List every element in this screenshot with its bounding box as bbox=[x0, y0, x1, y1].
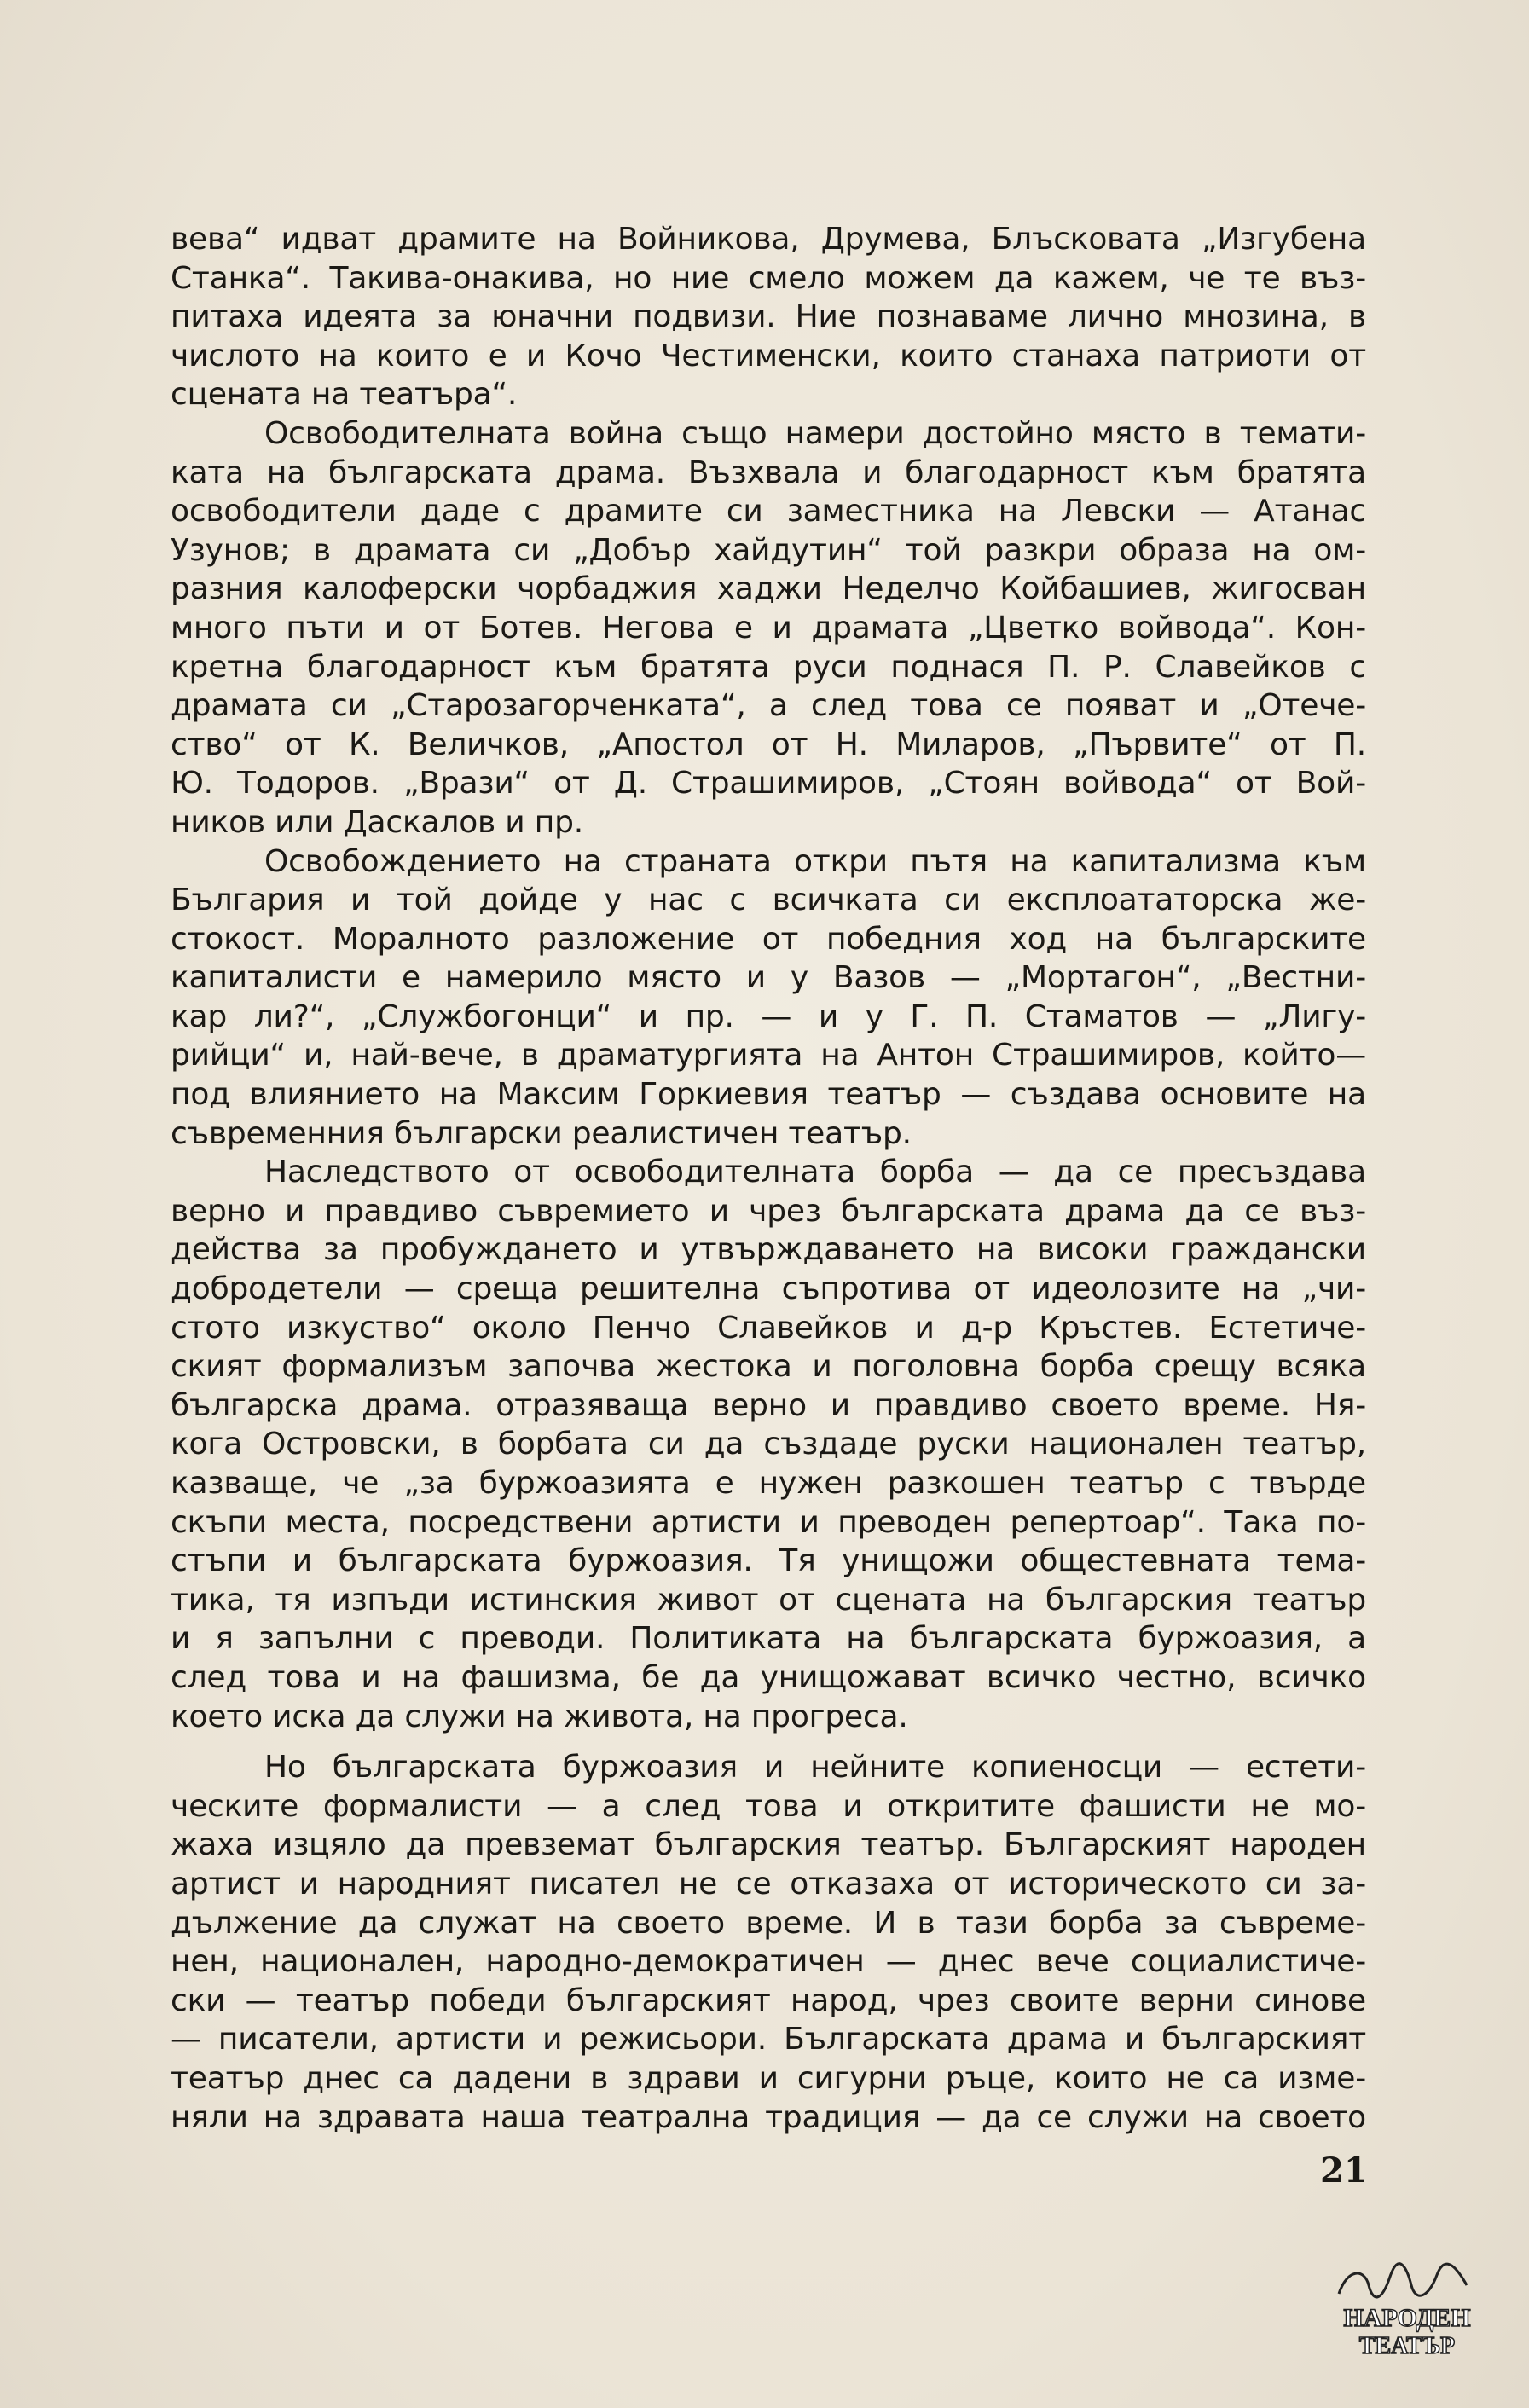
text-line: българска драма. отразяваща верно и правдиво своето време. Ня- bbox=[171, 1387, 1366, 1423]
text-line: съвременния български реалистичен театър. bbox=[171, 1115, 912, 1151]
text-line: нен, национален, народно-демократичен — днес вече социалистиче- bbox=[171, 1944, 1366, 1980]
text-line: освободители даде с драмите си заместника на Левски — Атанас bbox=[171, 494, 1366, 530]
text-line: Узунов; в драмата си „Добър хайдутин“ той разкри образа на ом- bbox=[171, 532, 1366, 568]
text-line: ският формализъм започва жестока и поголовна борба срещу всяка bbox=[171, 1349, 1366, 1385]
text-line: казваще, че „за буржоазията е нужен разкошен театър с твърде bbox=[171, 1466, 1366, 1501]
text-line: което иска да служи на живота, на прогреса. bbox=[171, 1699, 908, 1734]
text-line: под влиянието на Максим Горкиевия театър — създава основите на bbox=[171, 1077, 1366, 1113]
text-line: няли на здравата наша театрална традиция — да се служи на своето bbox=[171, 2099, 1366, 2135]
paragraph-start: Освобождението на страната откри пътя на капитализма към bbox=[264, 843, 1366, 879]
text-line: драмата си „Старозагорченката“, а след това се появат и „Отече- bbox=[171, 688, 1366, 724]
text-line: разния калоферски чорбаджия хаджи Неделчо Койбашиев, жигосван bbox=[171, 571, 1366, 607]
text-line: верно и правдиво съвремието и чрез българската драма да се въз- bbox=[171, 1193, 1366, 1229]
text-line: ческите формалисти — а след това и откритите фашисти не мо- bbox=[171, 1788, 1366, 1824]
text-line: след това и на фашизма, бе да унищожават всичко честно, всичко bbox=[171, 1659, 1366, 1695]
text-line: скъпи места, посредствени артисти и преводен репертоар“. Така по- bbox=[171, 1504, 1366, 1540]
paragraph-start: Наследството от освободителната борба — да се пресъздава bbox=[264, 1155, 1366, 1190]
text-line: и я запълни с преводи. Политиката на българската буржоазия, а bbox=[171, 1621, 1366, 1657]
text-line: театър днес са дадени в здрави и сигурни ръце, които не са изме- bbox=[171, 2060, 1366, 2096]
text-line: жаха изцяло да превземат българския театър. Българският народен bbox=[171, 1827, 1366, 1863]
text-line: вева“ идват драмите на Войникова, Друмева, Блъсковата „Изгубена bbox=[171, 222, 1366, 257]
stamp-line2: ТЕАТЪР bbox=[1358, 2333, 1456, 2359]
text-line: ников или Даскалов и пр. bbox=[171, 804, 583, 840]
text-line: стокост. Моралното разложение от победния ход на българските bbox=[171, 921, 1366, 957]
text-line: ство“ от К. Величков, „Апостол от Н. Миларов, „Първите“ от П. bbox=[171, 726, 1366, 762]
text-line: България и той дойде у нас с всичката си експлоататорска же- bbox=[171, 883, 1366, 918]
text-line: Станка“. Такива-онакива, но ние смело можем да кажем, че те въз- bbox=[171, 260, 1366, 296]
text-line: добродетели — среща решителна съпротива от идеолозите на „чи- bbox=[171, 1271, 1366, 1307]
theatre-stamp-logo bbox=[1330, 2260, 1484, 2362]
text-line: Ю. Тодоров. „Врази“ от Д. Страшимиров, „Стоян войвода“ от Вой- bbox=[171, 766, 1366, 802]
text-line: много пъти и от Ботев. Негова е и драмата „Цветко войвода“. Кон- bbox=[171, 610, 1366, 645]
text-line: стъпи и българската буржоазия. Тя унищожи общестевната тема- bbox=[171, 1543, 1366, 1579]
text-line: рийци“ и, най-вече, в драматургията на Антон Страшимиров, който— bbox=[171, 1038, 1366, 1074]
text-line: питаха идеята за юначни подвизи. Ние познаваме лично мнозина, в bbox=[171, 299, 1366, 335]
text-line: кар ли?“, „Службогонци“ и пр. — и у Г. П. Стаматов — „Лигу- bbox=[171, 999, 1366, 1034]
body-text bbox=[171, 220, 1366, 2137]
text-line: — писатели, артисти и режисьори. Българската драма и българският bbox=[171, 2022, 1366, 2058]
text-line: стото изкуство“ около Пенчо Славейков и д-р Кръстев. Естетиче- bbox=[171, 1310, 1366, 1346]
paragraph-start: Освободителната война също намери достойно място в темати- bbox=[264, 415, 1366, 451]
signature-script-icon bbox=[1339, 2264, 1467, 2297]
text-line: числото на които е и Кочо Честименски, които станаха патриоти от bbox=[171, 338, 1366, 373]
text-line: ката на българската драма. Възхвала и благодарност към братята bbox=[171, 454, 1366, 490]
text-line: кога Островски, в борбата си да създаде руски национален театър, bbox=[171, 1427, 1366, 1462]
paragraph-start: Но българската буржоазия и нейните копиеносци — естети- bbox=[264, 1750, 1366, 1786]
text-line: капиталисти е намерило място и у Вазов — „Мортагон“, „Вестни- bbox=[171, 960, 1366, 996]
text-line: кретна благодарност към братята руси поднася П. Р. Славейков с bbox=[171, 649, 1366, 685]
stamp-line1: НАРОДЕН bbox=[1343, 2304, 1471, 2332]
text-line: ски — театър победи българският народ, чрез своите верни синове bbox=[171, 1983, 1366, 2018]
text-line: тика, тя изпъди истинския живот от сцената на българския театър bbox=[171, 1582, 1366, 1618]
text-line: действа за пробуждането и утвърждаването на високи граждански bbox=[171, 1232, 1366, 1268]
text-line: дължение да служат на своето време. И в тази борба за съвреме- bbox=[171, 1905, 1366, 1941]
text-line: артист и народният писател не се отказаха от историческото си за- bbox=[171, 1866, 1366, 1902]
page-number: 21 bbox=[1320, 2150, 1368, 2191]
text-line: сцената на театъра“. bbox=[171, 377, 518, 413]
paragraph-gap bbox=[171, 1736, 1366, 1748]
